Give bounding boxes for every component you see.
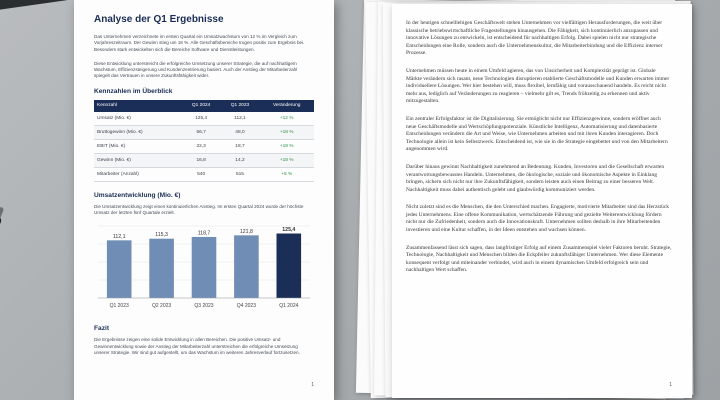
pen-top	[0, 0, 70, 12]
kpi-value-2023: 515	[221, 167, 260, 181]
kpi-value-2023: 48,0	[221, 125, 260, 139]
kpi-section-title: Kennzahlen im Überblick	[94, 87, 173, 95]
table-row	[94, 167, 314, 181]
kpi-header-cell: Q1 2023	[221, 100, 260, 112]
kpi-change: +12 %	[259, 112, 314, 126]
chart-title: Umsatzentwicklung (Mio. €)	[94, 191, 181, 199]
table-row	[94, 139, 314, 153]
kpi-change: +5 %	[259, 167, 314, 181]
kpi-value-2024: 125,4	[182, 112, 221, 126]
chart-bar	[149, 239, 174, 298]
kpi-value-2023: 14,2	[221, 153, 260, 167]
kpi-label: Bruttogewinn (Mio. €)	[94, 125, 182, 139]
kpi-label: Umsatz (Mio. €)	[94, 112, 182, 126]
kpi-table	[94, 100, 314, 182]
bar-value-label: 115,3	[155, 232, 168, 239]
page-number: 1	[669, 382, 672, 388]
kpi-header-cell: Kennzahl	[94, 100, 182, 112]
revenue-bar-chart	[94, 220, 314, 315]
text-paragraph: Unternehmen müssen heute in einem Umfeld agieren, das von Unsicherheit und Komplexität geprägt ist. Globale Märkte verändern sich rasant, neue Technologien disruptieren etablierte Geschäftsmodelle und Kunden erwarten immer individuellere Lösungen. Wer hier bestehen will, muss flexibel, lernfähig und vorausschauend handeln. Es reicht nicht mehr aus, lediglich auf Veränderungen zu reagieren – vielmehr gilt es, Trends frühzeitig zu erkennen und aktiv mitzugestalten.	[406, 67, 670, 105]
kpi-value-2023: 18,7	[221, 139, 260, 153]
bar-value-label: 118,7	[197, 230, 211, 237]
x-tick-label: Q2 2023	[152, 303, 172, 310]
bar-value-label: 112,1	[112, 234, 126, 241]
report-page	[74, 0, 334, 400]
text-paragraph: Ein zentraler Erfolgsfaktor ist die Digitalisierung. Sie ermöglicht nicht nur Effizienzgewinne, sondern eröffnet auch neue Geschäftsmodelle und Wertschöpfungspotenziale. Künstliche Intelligenz, Automatisierung und datenbasierte Entscheidungen verändern die Art und Weise, wie Unternehmen arbeiten und mit ihren Kunden interagieren. Doch Technologie allein ist kein Selbstzweck. Entscheidend ist, wie sie in die Strategie eingebettet und von den Mitarbeitern angenommen wird.	[406, 115, 668, 153]
kpi-header-cell: Veränderung	[259, 100, 314, 112]
x-tick-label: Q1 2023	[109, 303, 129, 310]
report-title: Analyse der Q1 Ergebnisse	[94, 14, 224, 25]
chart-description: Die Umsatzentwicklung zeigt einen kontinuierlichen Anstieg. Im ersten Quartal 2024 wurde der höchste Umsatz der letzten fünf Quartale erzielt.	[94, 203, 304, 216]
conclusion-title: Fazit	[94, 325, 110, 333]
text-paragraph: In der heutigen schnelllebigen Geschäftswelt stehen Unternehmen vor vielfältigen Herausforderungen, die weit über klassische betriebswirtschaftliche Fragestellungen hinausgehen. Die Fähigkeit, sich kontinuierlich anzupassen und innovative Lösungen zu entwickeln, ist entscheidend für nachhaltigen Erfolg. Dabei spielen nicht nur strategische Entscheidungen eine Rolle, sondern auch die Unternehmenskultur, die Mitarbeiterbindung und die Effizienz interner Prozesse.	[406, 20, 663, 57]
pen	[0, 215, 9, 369]
x-tick-label: Q4 2023	[236, 303, 256, 310]
kpi-change: +18 %	[259, 153, 314, 167]
pen-body	[0, 215, 2, 357]
table-row	[94, 112, 314, 126]
x-tick-label: Q1 2024	[279, 303, 299, 310]
kpi-label: Mitarbeiter (Anzahl)	[94, 167, 182, 181]
kpi-label: EBIT (Mio. €)	[94, 139, 182, 153]
chart-bar	[107, 241, 132, 299]
kpi-header-row	[94, 100, 314, 112]
table-row	[94, 125, 314, 139]
text-paragraph: Nicht zuletzt sind es die Menschen, die den Unterschied machen. Engagierte, motivierte Mitarbeiter sind das Herzstück jedes Unternehmens. Eine offene Kommunikation, wertschätzende Führung und gezielte Weiterentwicklung fördern nicht nur die Zufriedenheit, sondern auch die Innovationskraft. Unternehmen sollten deshalb in ihre Mitarbeitenden investieren und eine Kultur schaffen, in der Ideen entstehen und wachsen können.	[406, 204, 669, 234]
chart-bar	[192, 237, 217, 298]
kpi-value-2023: 112,1	[221, 112, 260, 126]
conclusion-text: Die Ergebnisse zeigen eine solide Entwicklung in allen Bereichen. Die positive Umsatz- und Gewinnentwicklung sowie der Anstieg der Mitarbeiterzahl unterstreichen die erfolgreiche Umsetzung unserer Strategie. Wir sind gut aufgestellt, um das Wachstum im weiteren Jahresverlauf fortzusetzen.	[94, 337, 300, 355]
kpi-change: +19 %	[259, 139, 314, 153]
kpi-value-2024: 22,3	[182, 139, 221, 153]
kpi-change: +18 %	[259, 125, 314, 139]
kpi-value-2024: 56,7	[182, 125, 221, 139]
text-paragraph: Darüber hinaus gewinnt Nachhaltigkeit zunehmend an Bedeutung. Kunden, Investoren und die Gesellschaft erwarten verantwortungsbewusstes Handeln. Unternehmen, die ökologische, soziale und ökonomische Aspekte in Einklang bringen, sichern sich nicht nur ihre Zukunftsfähigkeit, sondern leisten auch einen Beitrag zu einer besseren Welt. Nachhaltigkeit muss dabei authentisch gelebt und glaubwürdig kommuniziert werden.	[406, 163, 665, 193]
bar-value-label: 121,8	[239, 229, 253, 236]
revenue-chart	[94, 220, 314, 315]
kpi-label: Gewinn (Mio. €)	[94, 153, 182, 167]
table-row	[94, 153, 314, 167]
kpi-header-cell: Q1 2024	[182, 100, 221, 112]
intro-paragraph-2: Diese Entwicklung unterstreicht die erfolgreiche Umsetzung unserer Strategie, die auf nachhaltigem Wachstum, Effizienzsteigerung und Kundenzentrierung basiert. Auch der Anstieg der Mitarbeiterzahl spiegelt das Vertrauen in unsere Zukunftsfähigkeit wider.	[94, 60, 298, 79]
kpi-value-2024: 540	[182, 167, 221, 181]
chart-bar	[234, 236, 259, 299]
intro-paragraph-1: Das Unternehmen verzeichnete im ersten Quartal ein Umsatzwachstum von 12 % im Vergleich zum Vorjahreszeitraum. Der Gewinn stieg um 18 %. Alle Geschäftsbereiche trugen positiv zum Ergebnis bei. Besonders stark entwickelten sich die Bereiche Software und Dienstleistungen.	[94, 34, 305, 52]
text-paragraph: Zusammenfassend lässt sich sagen, dass langfristiger Erfolg auf einem Zusammenspiel vieler Faktoren beruht. Strategie, Technologie, Nachhaltigkeit und Menschen bilden die Eckpfeiler zukunftsfähiger Unternehmen. Wer diese Elemente konsequent verfolgt und miteinander verbindet, wird auch in einem dynamischen Umfeld erfolgreich sein und nachhaltigen Wert schaffen.	[406, 244, 672, 274]
page-number: 1	[311, 382, 314, 388]
text-page	[392, 4, 692, 398]
x-tick-label: Q3 2023	[194, 303, 214, 310]
kpi-value-2024: 16,8	[182, 153, 221, 167]
bar-value-label: 125,4	[282, 227, 296, 234]
chart-bar	[277, 234, 302, 298]
